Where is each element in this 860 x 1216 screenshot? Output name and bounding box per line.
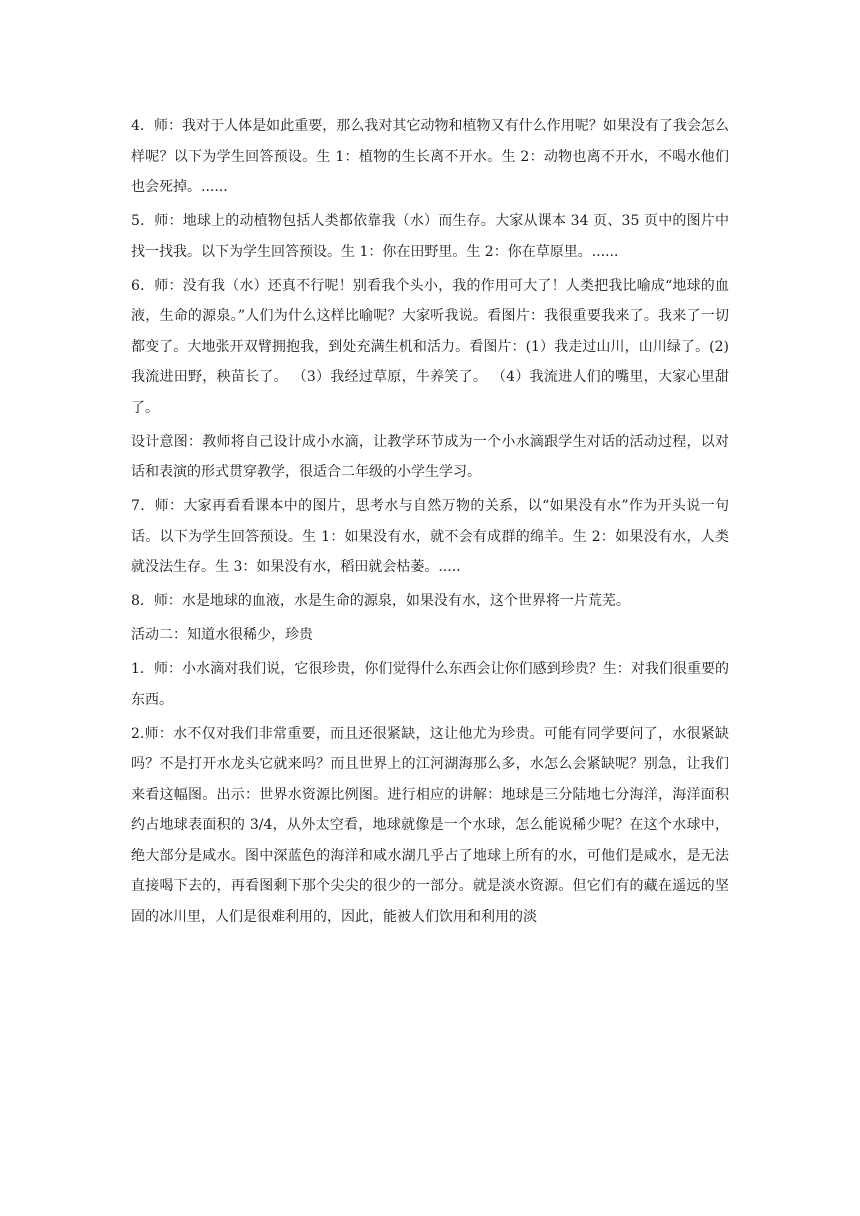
paragraph-item-4: 4．师：我对于人体是如此重要，那么我对其它动物和植物又有什么作用呢？如果没有了我会怎么样呢？以下为学生回答预设。生 1：植物的生长离不开水。生 2：动物也离不开水，不喝水他们也会死掉。...... xyxy=(131,118,729,195)
design-intent-paragraph: 设计意图：教师将自己设计成小水滴，让教学环节成为一个小水滴跟学生对话的活动过程，以对话和表演的形式贯穿教学，很适合二年级的小学生学习。 xyxy=(131,433,729,480)
paragraph-item-5: 5．师：地球上的动植物包括人类都依靠我（水）而生存。大家从课本 34 页、35 页中的图片中找一找我。以下为学生回答预设。生 1：你在田野里。生 2：你在草原里。...... xyxy=(131,213,729,260)
paragraph-item-7: 7．师：大家再看看课本中的图片，思考水与自然万物的关系，以“如果没有水”作为开头说一句话。以下为学生回答预设。生 1：如果没有水，就不会有成群的绵羊。生 2：如果没有水，人类就没法生存。生 3：如果没有水，稻田就会枯萎。..... xyxy=(131,498,729,575)
activity-heading: 活动二：知道水很稀少，珍贵 xyxy=(131,627,313,643)
activity2-item-1: 1．师：小水滴对我们说，它很珍贵，你们觉得什么东西会让你们感到珍贵？生：对我们很重要的东西。 xyxy=(131,661,729,708)
activity2-item-2: 2.师：水不仅对我们非常重要，而且还很紧缺，这让他尤为珍贵。可能有同学要问了，水很紧缺吗？不是打开水龙头它就来吗？而且世界上的江河湖海那么多，水怎么会紧缺呢？别急，让我们来看这幅图。出示：世界水资源比例图。进行相应的讲解：地球是三分陆地七分海洋，海洋面积约占地球表面积的 3/4，从外太空看，地球就像是一个水球，怎么能说稀少呢？在这个水球中，绝大部分是咸水。图中深蓝色的海洋和咸水湖几乎占了地球上所有的水，可他们是咸水，是无法直接喝下去的，再看图剩下那个尖尖的很少的一部分。就是淡水资源。但它们有的藏在遥远的坚固的冰川里，人们是很难利用的，因此，能被人们饮用和利用的淡 xyxy=(131,725,729,925)
paragraph-item-6: 6．师：没有我（水）还真不行呢！别看我个头小，我的作用可大了！人类把我比喻成“地球的血液，生命的源泉。”人们为什么这样比喻呢？大家听我说。看图片：我很重要我来了。我来了一切都变了。大地张开双臂拥抱我，到处充满生机和活力。看图片：(1）我走过山川，山川绿了。(2)我流进田野，秧苗长了。 （3）我经过草原，牛养笑了。 （4）我流进人们的嘴里，大家心里甜了。 xyxy=(131,277,729,416)
document-page xyxy=(131,111,729,936)
paragraph-item-8: 8．师：水是地球的血液，水是生命的源泉，如果没有水，这个世界将一片荒芜。 xyxy=(131,593,630,609)
